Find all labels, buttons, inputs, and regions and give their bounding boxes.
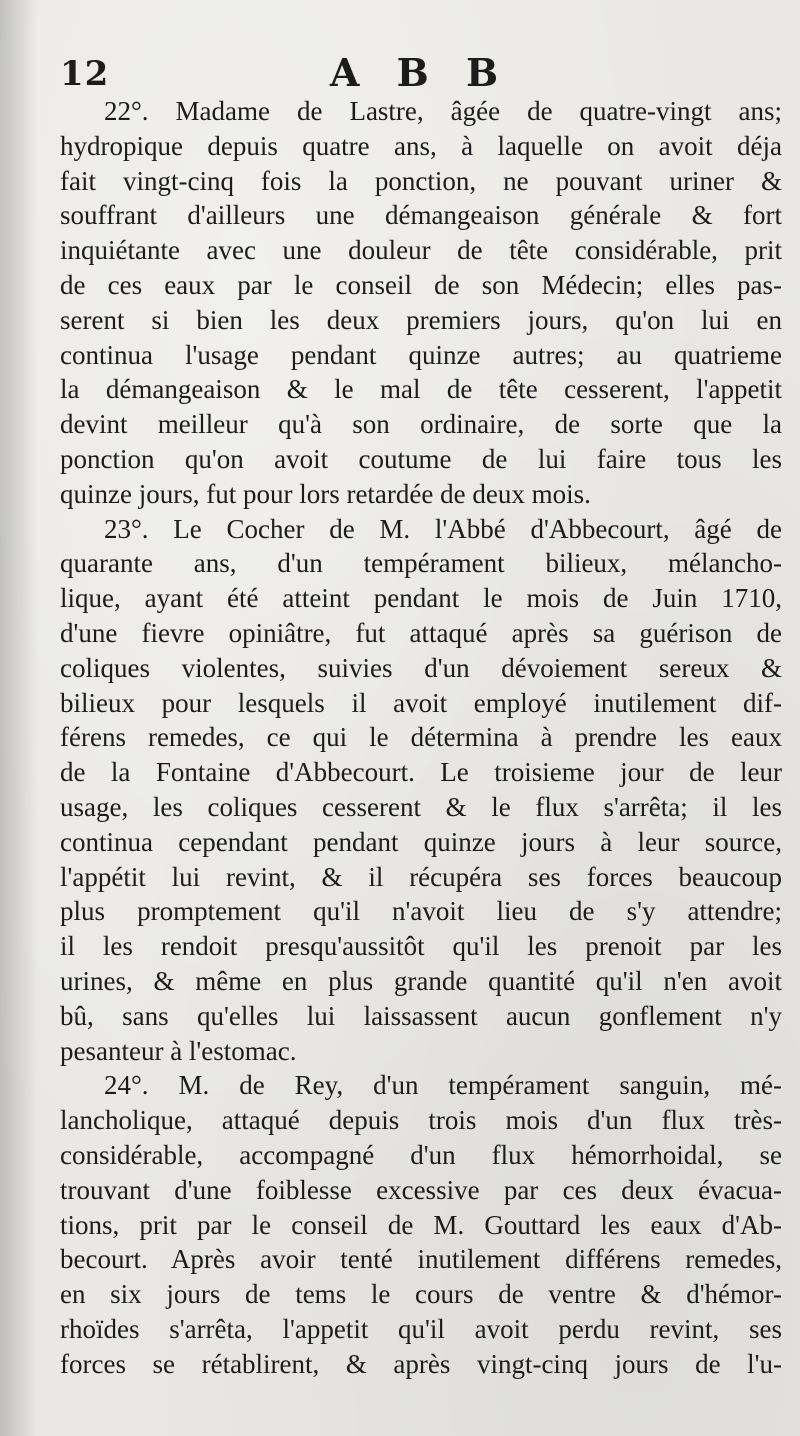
text-line: plus promptement qu'il n'avoit lieu de s'y attendre; <box>60 896 782 927</box>
gutter-shadow <box>0 0 38 1436</box>
text-line: de la Fontaine d'Abbecourt. Le troisieme jour de leur <box>60 757 782 788</box>
text-line: usage, les coliques cesserent & le flux s'arrêta; il les <box>60 791 782 822</box>
text-line: lique, ayant été atteint pendant le mois de Juin 1710, <box>60 583 782 614</box>
text-line: inquiétante avec une douleur de tête considérable, prit <box>60 235 782 266</box>
text-line: urines, & même en plus grande quantité qu'il n'en avoit <box>60 965 782 996</box>
text-line: serent si bien les deux premiers jours, qu'on lui en <box>60 304 782 335</box>
text-line: bilieux pour lesquels il avoit employé inutilement dif- <box>60 687 782 718</box>
text-line: souffrant d'ailleurs une démangeaison générale & fort <box>60 200 782 231</box>
text-line: 23°. Le Cocher de M. l'Abbé d'Abbecourt, âgé de <box>104 513 782 544</box>
text-line: becourt. Après avoir tenté inutilement différens remedes, <box>60 1244 782 1275</box>
text-line: quinze jours, fut pour lors retardée de deux mois. <box>60 478 591 509</box>
text-line: tions, prit par le conseil de M. Gouttard les eaux d'Ab- <box>60 1209 782 1240</box>
text-line: trouvant d'une foiblesse excessive par ces deux évacua- <box>60 1174 782 1205</box>
text-line: férens remedes, ce qui le détermina à prendre les eaux <box>60 722 782 753</box>
text-line: rhoïdes s'arrêta, l'appetit qu'il avoit perdu revint, ses <box>60 1313 782 1344</box>
text-line: bû, sans qu'elles lui laissassent aucun gonflement n'y <box>60 1000 782 1031</box>
text-line: pesanteur à l'estomac. <box>60 1035 297 1066</box>
text-line: 22°. Madame de Lastre, âgée de quatre-vingt ans; <box>104 96 782 126</box>
text-line: l'appétit lui revint, & il récupéra ses forces beaucoup <box>60 861 782 892</box>
page-number: 12 <box>60 54 110 94</box>
text-line: devint meilleur qu'à son ordinaire, de sorte que la <box>60 409 782 440</box>
page-header <box>60 50 780 98</box>
text-line: 24°. M. de Rey, d'un tempérament sanguin, mé- <box>104 1070 782 1101</box>
text-line: hydropique depuis quatre ans, à laquelle on avoit déja <box>60 130 782 161</box>
running-head: A B B <box>329 50 511 95</box>
body-text <box>60 94 782 1381</box>
text-line: coliques violentes, suivies d'un dévoiement sereux & <box>60 652 782 683</box>
text-line: lancholique, attaqué depuis trois mois d'un flux très- <box>60 1105 782 1136</box>
text-line: il les rendoit presqu'aussitôt qu'il les prenoit par les <box>60 931 782 962</box>
text-line: considérable, accompagné d'un flux hémorrhoidal, se <box>60 1139 782 1170</box>
text-line: quarante ans, d'un tempérament bilieux, mélancho- <box>60 548 782 579</box>
text-line: continua l'usage pendant quinze autres; au quatrieme <box>60 339 782 370</box>
text-line: continua cependant pendant quinze jours à leur source, <box>60 826 782 857</box>
text-line: forces se rétablirent, & après vingt-cinq jours de l'u- <box>60 1348 782 1379</box>
text-line: en six jours de tems le cours de ventre & d'hémor- <box>60 1279 782 1310</box>
text-line: d'une fievre opiniâtre, fut attaqué après sa guérison de <box>60 617 782 648</box>
text-line: ponction qu'on avoit coutume de lui faire tous les <box>60 443 782 474</box>
text-line: la démangeaison & le mal de tête cesserent, l'appetit <box>60 374 782 405</box>
text-line: de ces eaux par le conseil de son Médecin; elles pas- <box>60 269 782 300</box>
text-line: fait vingt-cinq fois la ponction, ne pouvant uriner & <box>60 165 782 196</box>
